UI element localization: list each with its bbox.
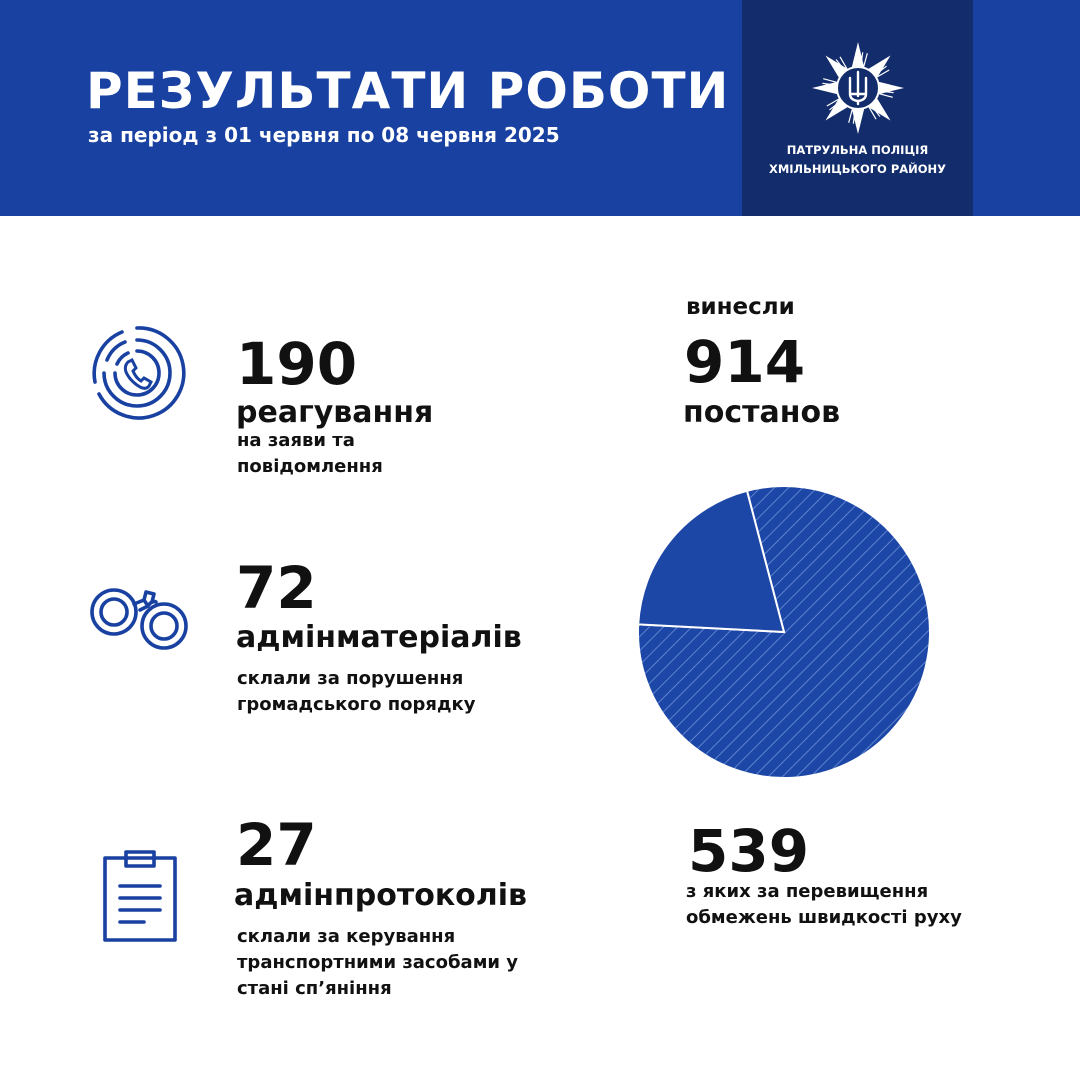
decisions-pie-chart <box>636 484 932 780</box>
logo-star-line <box>879 94 893 98</box>
police-star-logo-icon <box>812 38 904 138</box>
logo-line-2: ХМІЛЬНИЦЬКОГО РАЙОНУ <box>768 162 947 176</box>
header-banner <box>0 0 1080 216</box>
stat-unit-responses: реагування <box>236 395 434 430</box>
desc-line: повідомлення <box>237 456 383 477</box>
page-title: РЕЗУЛЬТАТИ РОБОТИ <box>86 62 730 120</box>
stat-unit-admin-protocols: адмінпротоколів <box>234 878 528 913</box>
stat-value-admin-materials: 72 <box>236 554 317 622</box>
desc-line: з яких за перевищення <box>686 881 929 902</box>
desc-line: громадського порядку <box>237 694 476 715</box>
decisions-value: 914 <box>684 328 806 396</box>
clipboard-icon <box>100 848 180 944</box>
desc-line: склали за порушення <box>237 668 464 689</box>
speeding-value: 539 <box>688 817 810 885</box>
logo-line-1: ПАТРУЛЬНА ПОЛІЦІЯ <box>786 143 929 157</box>
handcuffs-icon <box>88 578 190 658</box>
logo-panel <box>742 0 973 216</box>
decisions-unit: постанов <box>683 395 841 430</box>
period-subtitle: за період з 01 червня по 08 червня 2025 <box>88 123 560 147</box>
speeding-desc <box>686 879 962 931</box>
desc-line: обмежень швидкості руху <box>686 907 962 928</box>
stat-desc-admin-materials <box>237 666 475 718</box>
desc-line: на заяви та <box>237 430 355 451</box>
logo-star-line <box>823 79 837 83</box>
stat-value-responses: 190 <box>236 330 358 398</box>
phone-icon <box>88 324 186 422</box>
desc-line: транспортними засобами у <box>237 952 519 973</box>
desc-line: склали за керування <box>237 926 456 947</box>
decisions-pre-label: винесли <box>686 294 795 320</box>
stat-desc-responses <box>237 428 383 480</box>
stat-unit-admin-materials: адмінматеріалів <box>236 620 522 655</box>
logo-star-line <box>849 109 853 123</box>
stat-value-admin-protocols: 27 <box>236 811 317 879</box>
stat-desc-admin-protocols <box>237 924 518 1002</box>
desc-line: стані сп’яніння <box>237 978 392 999</box>
logo-star-line <box>864 53 868 67</box>
